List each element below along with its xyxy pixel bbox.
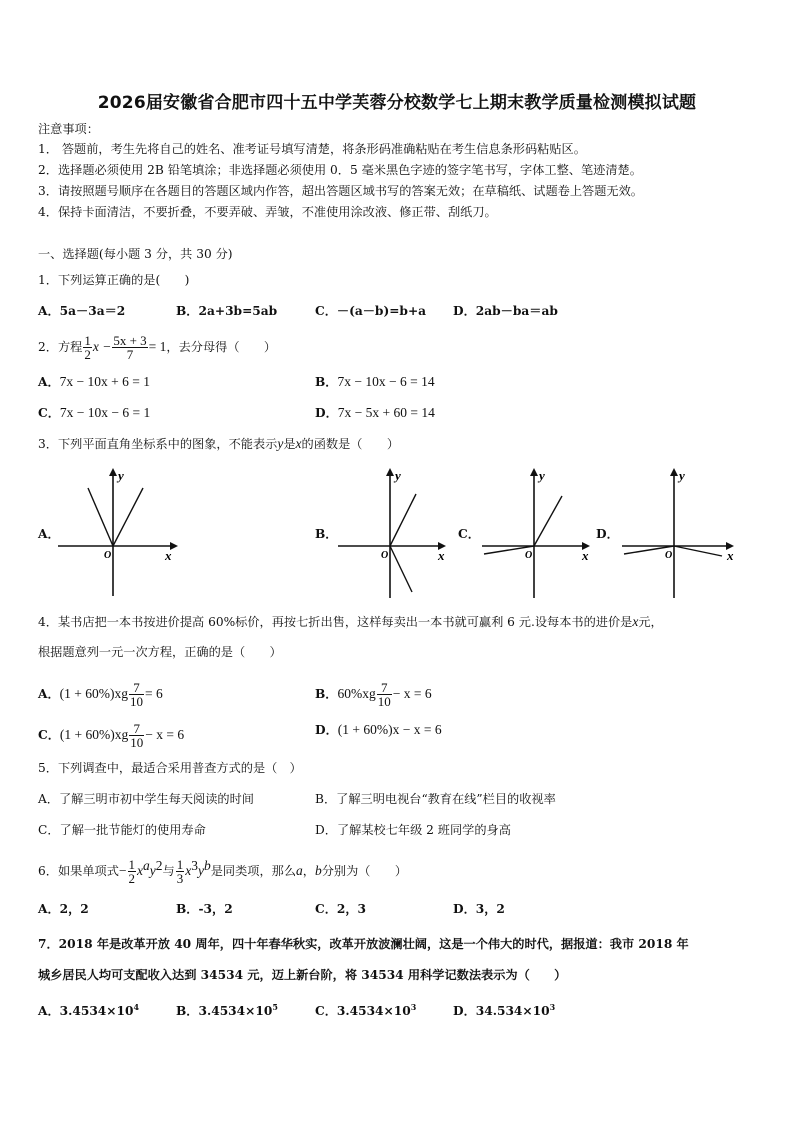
notice-item-2: 2．选择题必须使用 2B 铅笔填涂；非选择题必须使用 0．5 毫米黑色字迹的签字笔书写，字体工整、笔迹清楚。 (38, 163, 642, 177)
q6-option-a: A．2，2 (38, 902, 89, 916)
q2-option-c (38, 405, 150, 421)
q7-a-exp: 4 (133, 1002, 140, 1012)
q4-stem-line2: 根据题意列一元一次方程，正确的是（ ） (38, 645, 282, 659)
q3-a-line-right (113, 488, 143, 546)
q4-d-label: D． (315, 723, 338, 737)
q6-with: 与 (162, 864, 175, 879)
q6-suffix1: 是同类项，那么 (210, 864, 297, 879)
q3-a-origin-label: O (104, 550, 112, 561)
q3-a-line-left (88, 488, 113, 546)
q4-d-text: (1 + 60%)x − x = 6 (337, 722, 442, 737)
q4-var: x (632, 614, 639, 629)
q6-suffix2: 分别为（ ） (321, 864, 408, 879)
q2-c-label: C． (38, 406, 60, 420)
q6-m1-x: x (137, 863, 144, 879)
q4-b-den: 10 (377, 694, 391, 709)
q6-neg: − (118, 863, 127, 879)
q3-d-x-label: x (727, 548, 734, 563)
q4-a-part2: = 6 (145, 686, 163, 701)
q4-b-part1: 60%xg (337, 686, 376, 701)
notice-item-3: 3．请按照题号顺序在各题目的答题区域内作答，超出答题区域书写的答案无效；在草稿纸、试题卷上答题无效。 (38, 184, 643, 198)
q2-fraction-1 (83, 334, 92, 361)
notice-heading: 注意事项： (38, 122, 99, 136)
q2-f1-den: 2 (84, 347, 91, 362)
q7-option-d (453, 999, 555, 1019)
q6-f1-num: 1 (128, 857, 136, 873)
q7-c-text: C．3.4534×10 (315, 1004, 411, 1019)
q6-m1-y-exp: 2 (155, 858, 163, 873)
q6-m1-x-exp: a (143, 858, 150, 873)
q4-b-label: B． (315, 687, 338, 701)
q1-option-a: A．5a－3a＝2 (38, 304, 126, 318)
q3-d-origin-label: O (665, 550, 673, 561)
q6-stem (38, 858, 407, 885)
q3-c-y-label: y (539, 468, 545, 483)
q4-c-fraction (129, 722, 144, 749)
q4-option-d (315, 722, 442, 738)
q5-stem: 5．下列调查中，最适合采用普查方式的是（ ） (38, 761, 302, 775)
q2-option-b (315, 374, 435, 390)
q4-option-c (38, 722, 184, 749)
q7-option-b (176, 999, 278, 1019)
q6-var-b: b (314, 863, 322, 879)
notice-item-4: 4．保持卡面清洁，不要折叠，不要弄破、弄皱，不准使用涂改液、修正带、刮纸刀。 (38, 205, 497, 219)
q2-b-text: 7x − 10x − 6 = 14 (337, 374, 435, 389)
q5-option-d: D．了解某校七年级 2 班同学的身高 (315, 823, 511, 837)
q3-graph-d (622, 466, 744, 600)
q6-m1-y: y (149, 863, 156, 879)
q4-c-label: C． (38, 728, 60, 742)
q6-m2-x: x (185, 863, 192, 879)
q2-f2-num: 5x + 3 (113, 333, 147, 348)
q6-option-b: B．-3，2 (176, 902, 233, 916)
q2-stem (38, 334, 276, 361)
q3-option-a-label: A． (38, 527, 60, 541)
q3-d-y-label: y (679, 468, 685, 483)
q2-option-d (315, 405, 435, 421)
q7-c-exp: 3 (410, 1002, 417, 1012)
q3-stem-part1: 3．下列平面直角坐标系中的图象，不能表示 (38, 437, 278, 451)
q6-f2-num: 1 (176, 857, 184, 873)
q4-a-label: A． (38, 687, 60, 701)
q4-c-num: 7 (129, 722, 144, 736)
q3-b-y-label: y (395, 468, 401, 483)
q2-prefix: 2．方程 (38, 340, 83, 354)
q2-c-text: 7x − 10x − 6 = 1 (59, 405, 151, 420)
q7-d-text: D．34.534×10 (453, 1004, 550, 1019)
q3-b-x-label: x (438, 548, 445, 563)
q3-option-c-label: C． (458, 527, 480, 541)
q2-eq: = 1 (148, 339, 167, 354)
section-heading: 一、选择题(每小题 3 分，共 30 分) (38, 247, 233, 261)
q6-var-a: a (296, 863, 303, 879)
q4-a-num: 7 (129, 681, 144, 695)
q1-option-d: D．2ab－ba＝ab (453, 304, 558, 318)
q3-b-line-down (390, 546, 412, 592)
q7-option-c (315, 999, 416, 1019)
page-title: 2026届安徽省合肥市四十五中学芙蓉分校数学七上期末教学质量检测模拟试题 (97, 93, 697, 113)
q2-d-label: D． (315, 406, 338, 420)
notice-item-1: 1． 答题前，考生先将自己的姓名、准考证号填写清楚，将条形码准确粘贴在考生信息条形码粘贴区。 (38, 142, 586, 156)
q2-b-label: B． (315, 375, 338, 389)
q7-b-text: B．3.4534×10 (176, 1004, 273, 1019)
q6-fraction-1 (128, 858, 137, 885)
q3-b-y-arrow-icon (386, 468, 394, 476)
q3-c-line-right (534, 496, 562, 546)
q6-m2-y: y (197, 863, 204, 879)
q3-stem-part2: 是 (283, 437, 296, 451)
q6-f2-den: 3 (176, 871, 184, 887)
q2-fraction-2 (112, 334, 147, 361)
q3-b-origin-label: O (381, 550, 389, 561)
q6-m2-y-exp: b (203, 858, 211, 873)
q3-d-line-right (674, 546, 722, 556)
q3-graph-c (482, 466, 602, 600)
q6-fraction-2 (176, 858, 185, 885)
q3-graph-a (58, 466, 188, 598)
q4-a-den: 10 (130, 694, 144, 709)
q1-option-c: C．－(a－b)=b+a (315, 304, 427, 318)
q6-prefix: 6．如果单项式 (38, 864, 119, 879)
q2-d-text: 7x − 5x + 60 = 14 (337, 405, 435, 420)
q6-option-c: C．2，3 (315, 902, 367, 916)
q2-f2-den: 7 (126, 347, 134, 362)
q4-a-fraction (129, 681, 144, 708)
q6-f1-den: 2 (128, 871, 136, 887)
q7-stem-line2: 城乡居民人均可支配收入达到 34534 元，迈上新台阶，将 34534 用科学记数法表示为（ ） (38, 968, 567, 982)
q3-graph-b (338, 466, 458, 600)
q2-a-label: A． (38, 375, 60, 389)
q4-a-part1: (1 + 60%)xg (59, 686, 129, 701)
q5-option-b: B．了解三明电视台“教育在线”栏目的收视率 (315, 792, 556, 806)
q2-a-text: 7x − 10x + 6 = 1 (59, 374, 150, 389)
q2-f1-num: 1 (84, 333, 91, 348)
q1-stem: 1．下列运算正确的是( ) (38, 273, 190, 287)
q3-c-y-arrow-icon (530, 468, 538, 476)
q3-stem-part3: 的函数是（ ） (301, 437, 400, 451)
q4-option-b (315, 681, 432, 708)
q5-option-a: A．了解三明市初中学生每天阅读的时间 (38, 792, 254, 806)
q4-b-fraction (377, 681, 392, 708)
q7-b-exp: 5 (272, 1002, 278, 1012)
q4-c-den: 10 (130, 735, 144, 750)
q3-d-y-arrow-icon (670, 468, 678, 476)
q3-c-x-label: x (582, 548, 589, 563)
q4-b-num: 7 (377, 681, 392, 695)
q3-var-x: x (295, 436, 302, 451)
q7-d-exp: 3 (549, 1002, 556, 1012)
q3-stem (38, 436, 399, 452)
q4-c-part1: (1 + 60%)xg (59, 727, 129, 742)
q3-a-x-label: x (165, 548, 172, 563)
q3-a-y-label: y (118, 468, 124, 483)
q4-b-part2: − x = 6 (392, 686, 432, 701)
q1-option-b: B．2a+3b=5ab (176, 304, 278, 318)
q5-option-c: C．了解一批节能灯的使用寿命 (38, 823, 206, 837)
q4-c-part2: − x = 6 (145, 727, 185, 742)
q4-stem-line1 (38, 614, 663, 630)
q3-c-origin-label: O (525, 550, 533, 561)
q3-var-y: y (277, 436, 284, 451)
q7-option-a (38, 999, 139, 1019)
q6-comma: ， (302, 864, 315, 879)
q4-stem-text1b: 元， (638, 615, 663, 629)
q2-option-a (38, 374, 150, 390)
q6-m2-x-exp: 3 (191, 858, 198, 873)
q3-b-line-up (390, 494, 416, 546)
q2-suffix: ，去分母得（ ） (166, 340, 277, 354)
q3-a-y-arrow-icon (109, 468, 117, 476)
q2-mid: x − (92, 339, 112, 354)
q4-option-a (38, 681, 163, 708)
q7-a-text: A．3.4534×10 (38, 1004, 134, 1019)
q4-stem-text1: 4．某书店把一本书按进价提高 60%标价，再按七折出售，这样每卖出一本书就可赢利 6 元.设每本书的进价是 (38, 615, 633, 629)
q7-stem-line1: 7．2018 年是改革开放 40 周年，四十年春华秋实，改革开放波澜壮阔，这是一个伟大的时代，据报道：我市 2018 年 (38, 937, 689, 951)
q3-option-d-label: D． (596, 527, 619, 541)
q3-option-b-label: B． (315, 527, 338, 541)
q6-option-d: D．3，2 (453, 902, 505, 916)
